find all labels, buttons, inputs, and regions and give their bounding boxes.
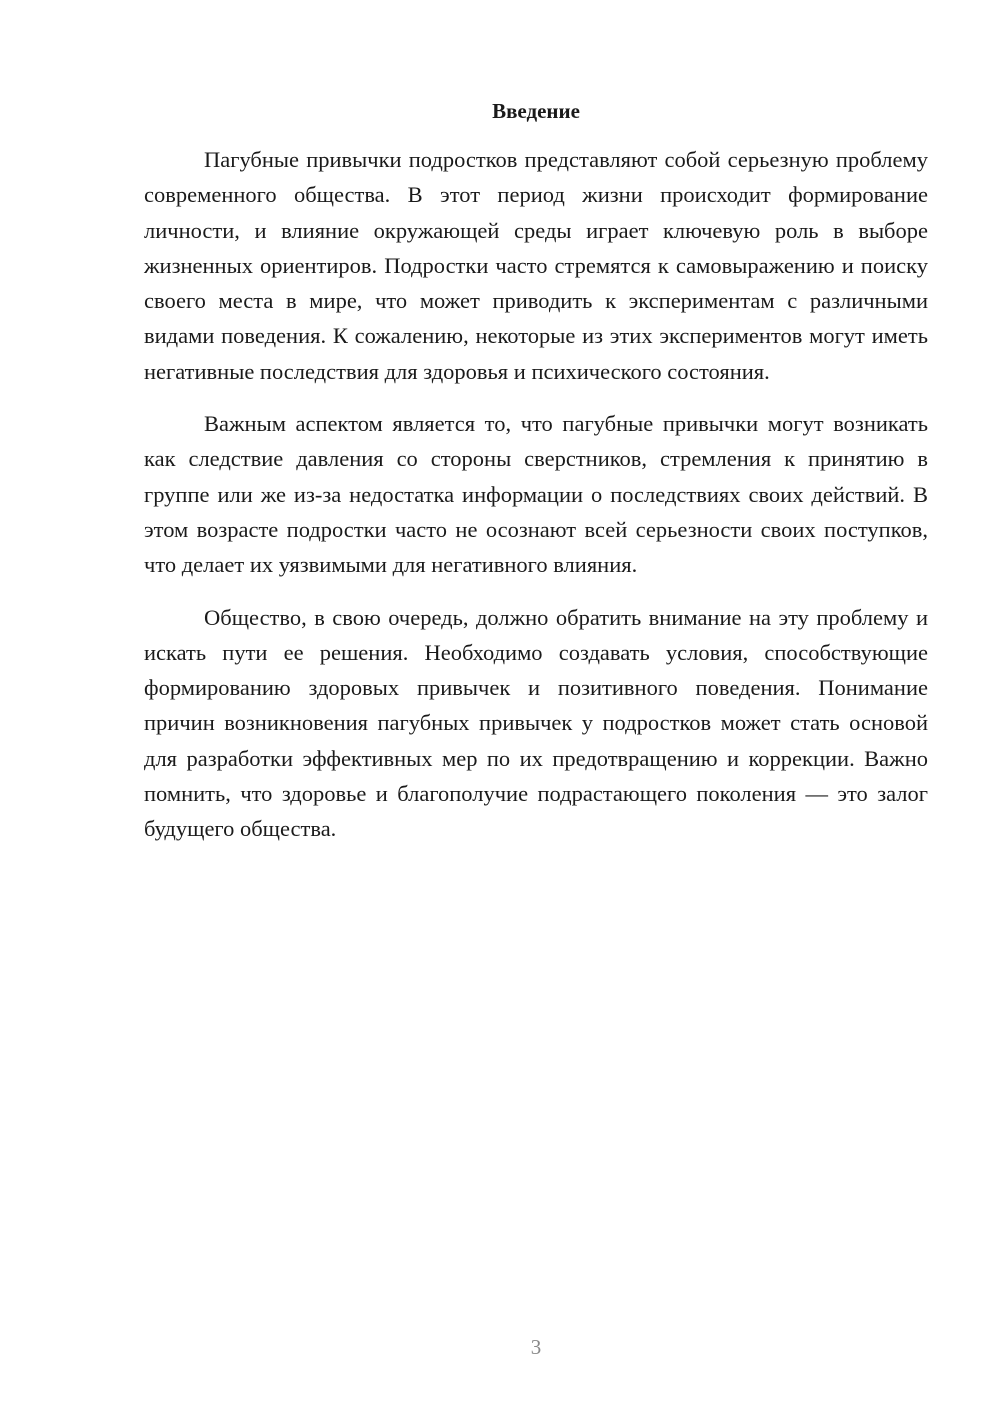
paragraph-2: Важным аспектом является то, что пагубные привычки могут возникать как следствие давления со стороны сверстников, стремления к принятию в группе или же из-за недостатка информации о последствиях своих действий. В этом возрасте подростки часто не осознают всей серьезности своих поступков, что делает их уязвимыми для негативного влияния. bbox=[144, 411, 928, 578]
paragraph-1: Пагубные привычки подростков представляют собой серьезную проблему современного общества. В этот период жизни происходит формирование личности, и влияние окружающей среды играет ключевую роль в выборе жизненных ориентиров. Подростки часто стремятся к самовыражению и поиску своего места в мире, что может приводить к экспериментам с различными видами поведения. К сожалению, некоторые из этих экспериментов могут иметь негативные последствия для здоровья и психического состояния. bbox=[144, 147, 928, 384]
page-number: 3 bbox=[530, 1335, 542, 1359]
page-title: Введение bbox=[492, 99, 580, 123]
document-body bbox=[144, 142, 928, 864]
paragraph-3: Общество, в свою очередь, должно обратить внимание на эту проблему и искать пути ее решения. Необходимо создавать условия, способствующие формированию здоровых привычек и позитивного поведения. Понимание причин возникновения пагубных привычек у подростков может стать основой для разработки эффективных мер по их предотвращению и коррекции. Важно помнить, что здоровье и благополучие подрастающего поколения — это залог будущего общества. bbox=[144, 604, 928, 842]
